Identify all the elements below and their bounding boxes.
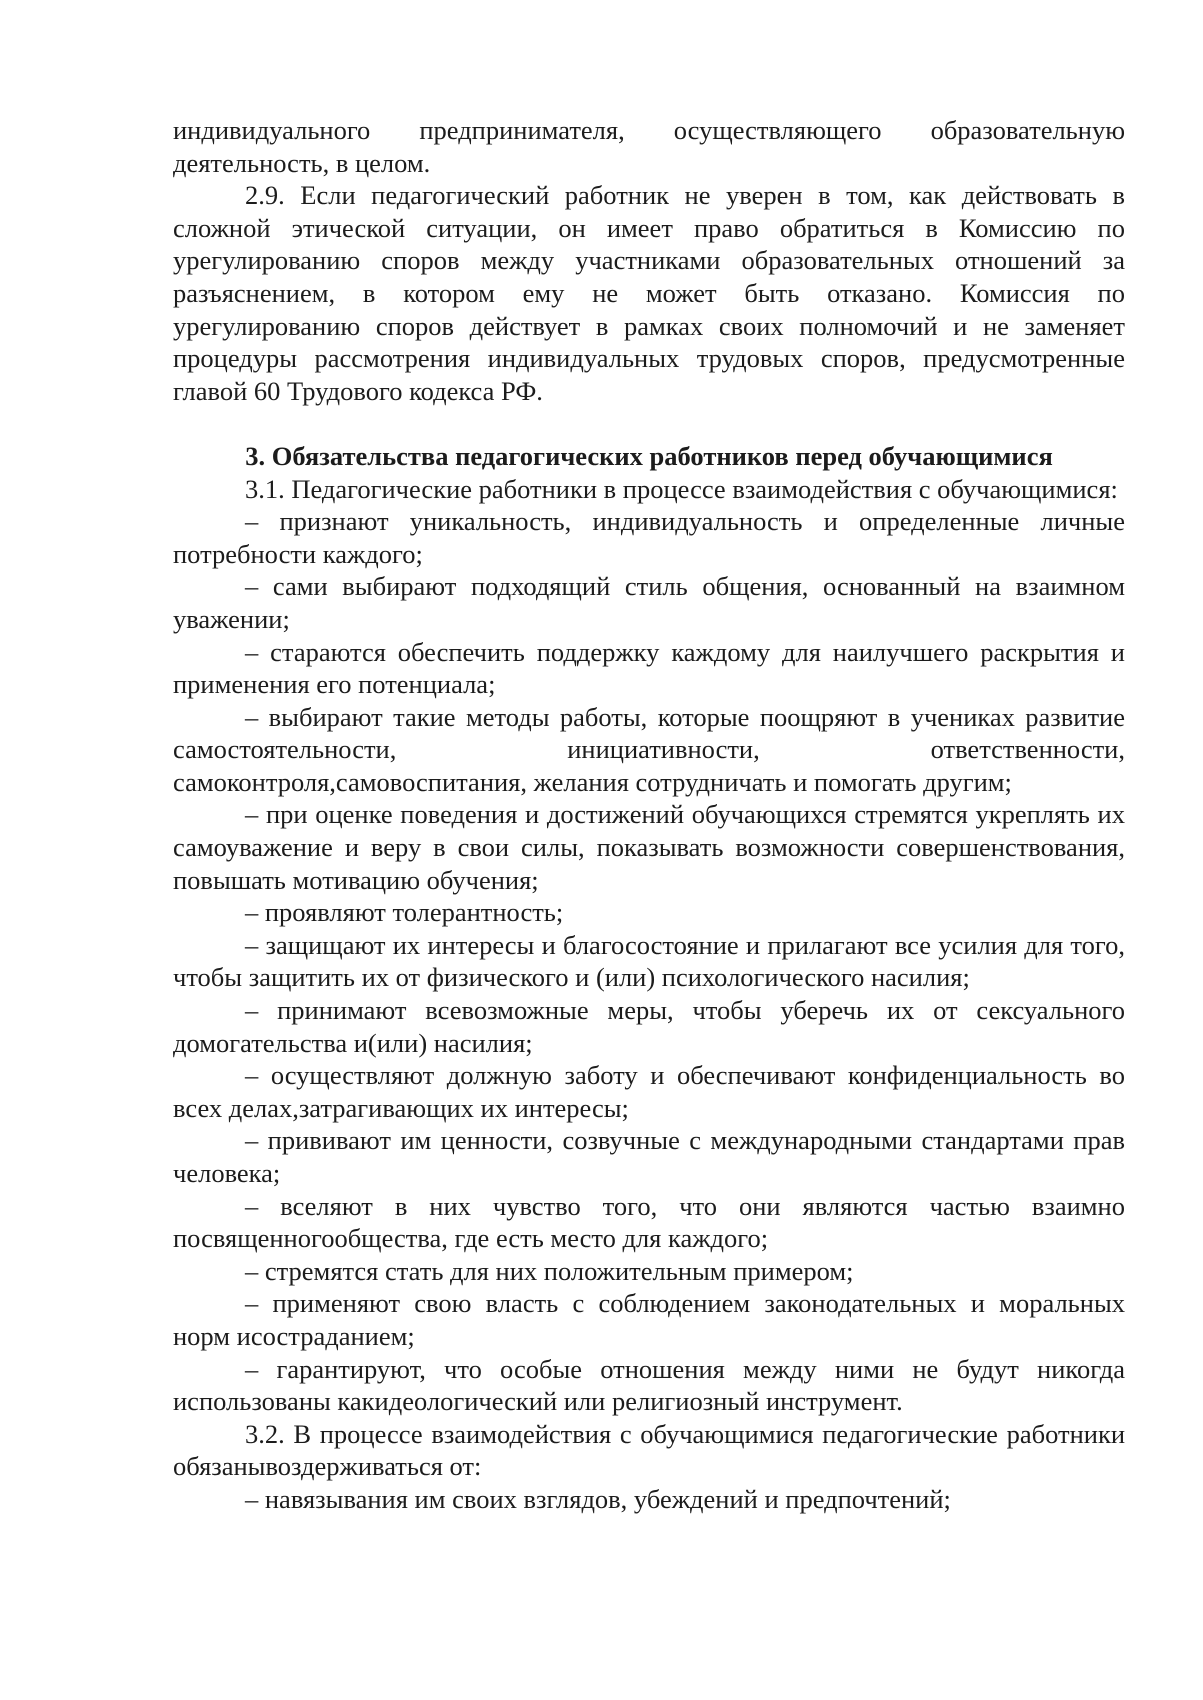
list-item: – прививают им ценности, созвучные с международными стандартами прав человека; (173, 1125, 1125, 1188)
list-item: – вселяют в них чувство того, что они являются частью взаимно посвященногообщества, где есть место для каждого; (173, 1190, 1125, 1254)
blank-line (173, 407, 1125, 440)
list-item: – осуществляют должную заботу и обеспечивают конфиденциальность во всех делах,затрагивающих их интересы; (173, 1060, 1125, 1123)
list-item: – выбирают такие методы работы, которые поощряют в учениках развитие самостоятельности, инициативности, ответственности, самоконтроля,самовоспитания, желания сотрудничать и помогать другим; (173, 701, 1125, 797)
list-item: – принимают всевозможные меры, чтобы уберечь их от сексуального домогательства и(или) насилия; (173, 995, 1125, 1058)
paragraph-continuation: индивидуального предпринимателя, осуществляющего образовательную деятельность, в целом. (173, 115, 1125, 178)
list-item: – гарантируют, что особые отношения между ними не будут никогда использованы какидеологический или религиозный инструмент. (173, 1353, 1125, 1417)
list-item: – при оценке поведения и достижений обучающихся стремятся укреплять их самоуважение и веру в свои силы, показывать возможности совершенствования, повышать мотивацию обучения; (173, 799, 1125, 895)
paragraph-3-2: 3.2. В процессе взаимодействия с обучающимися педагогические работники обязанывоздерживаться от: (173, 1418, 1125, 1482)
list-item: – применяют свою власть с соблюдением законодательных и моральных норм исостраданием; (173, 1288, 1125, 1351)
list-item: – защищают их интересы и благосостояние и прилагают все усилия для того, чтобы защитить их от физического и (или) психологического насилия; (173, 929, 1125, 993)
list-item: – сами выбирают подходящий стиль общения, основанный на взаимном уважении; (173, 571, 1125, 634)
document-body (173, 114, 1125, 1516)
list-item: – признают уникальность, индивидуальность и определенные личные потребности каждого; (173, 506, 1125, 569)
list-item: – стремятся стать для них положительным примером; (245, 1255, 854, 1286)
list-item: – стараются обеспечить поддержку каждому для наилучшего раскрытия и применения его потенциала; (173, 636, 1125, 700)
section-3-heading: 3. Обязательства педагогических работников перед обучающимися (245, 440, 1053, 471)
list-item: – проявляют толерантность; (245, 897, 564, 928)
list-item: – навязывания им своих взглядов, убеждений и предпочтений; (245, 1483, 951, 1514)
paragraph-3-1: 3.1. Педагогические работники в процессе взаимодействия с обучающимися: (245, 473, 1118, 504)
paragraph-2-9: 2.9. Если педагогический работник не уверен в том, как действовать в сложной этической ситуации, он имеет право обратиться в Комиссию по урегулированию споров между участниками образовательных отношений за разъяснением, в котором ему не может быть отказано. Комиссия по урегулированию споров действует в рамках своих полномочий и не заменяет процедуры рассмотрения индивидуальных трудовых споров, предусмотренные главой 60 Трудового кодекса РФ. (173, 180, 1125, 406)
